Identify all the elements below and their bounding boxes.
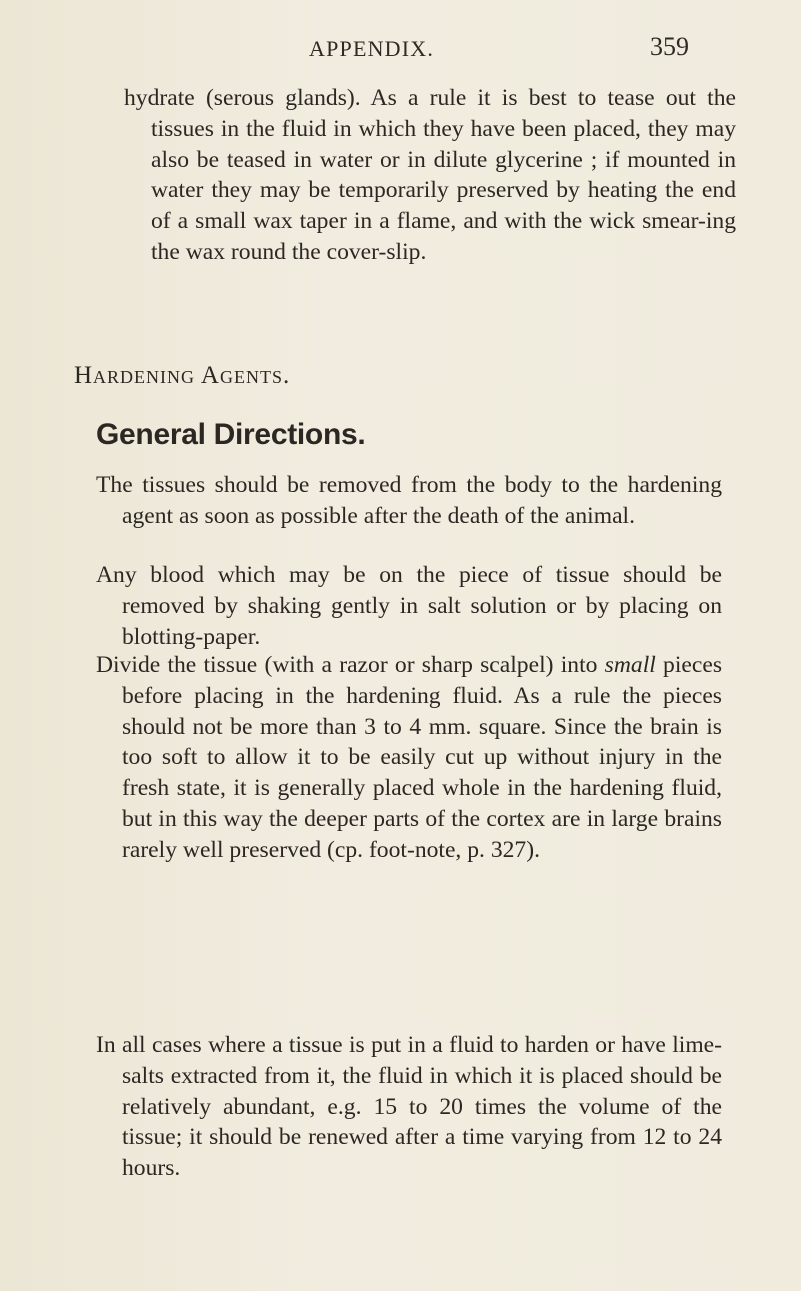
page-header — [0, 30, 801, 70]
running-head: APPENDIX. — [309, 36, 435, 61]
paragraph-blood: Any blood which may be on the piece of tissue should be removed by shaking gently in salt solution or by placing on blotting-paper. — [96, 562, 722, 650]
paragraph-removal: The tissues should be removed from the body to the hardening agent as soon as possible after the death of the animal. — [96, 472, 722, 529]
page-number: 359 — [650, 32, 689, 61]
intro-paragraph: hydrate (serous glands). As a rule it is best to tease out the tissues in the fluid in which they have been placed, they may also be teased in water or in dilute glycerine ; if mounted in water they may be temporarily preserved by heating the end of a small wax taper in a flame, and with the wick smear-ing the wax round the cover-slip. — [124, 85, 736, 265]
section-subtitle: General Directions. — [96, 418, 366, 451]
paragraph-divide-emphasis: small — [604, 652, 656, 678]
paragraph-fluid-volume: In all cases where a tissue is put in a fluid to harden or have lime-salts extracted from it, the fluid in which it is placed should be relatively abundant, e.g. 15 to 20 times the volume of the tissue; it should be renewed after a time varying from 12 to 24 hours. — [96, 1032, 722, 1182]
section-title: Hardening Agents. — [74, 362, 291, 389]
paragraph-divide-rest: pieces before placing in the hardening fluid. As a rule the pieces should not be more than 3 to 4 mm. square. Since the brain is too soft to allow it to be easily cut up without injury in the fresh state, it is generally placed whole in the hardening fluid, but in this way the deeper parts of the cortex are in large brains rarely well preserved (cp. foot-note, p. 327). — [122, 652, 722, 863]
paragraph-divide — [96, 650, 722, 866]
paragraph-divide-lead: Divide the tissue (with a razor or sharp scalpel) into — [96, 652, 605, 678]
